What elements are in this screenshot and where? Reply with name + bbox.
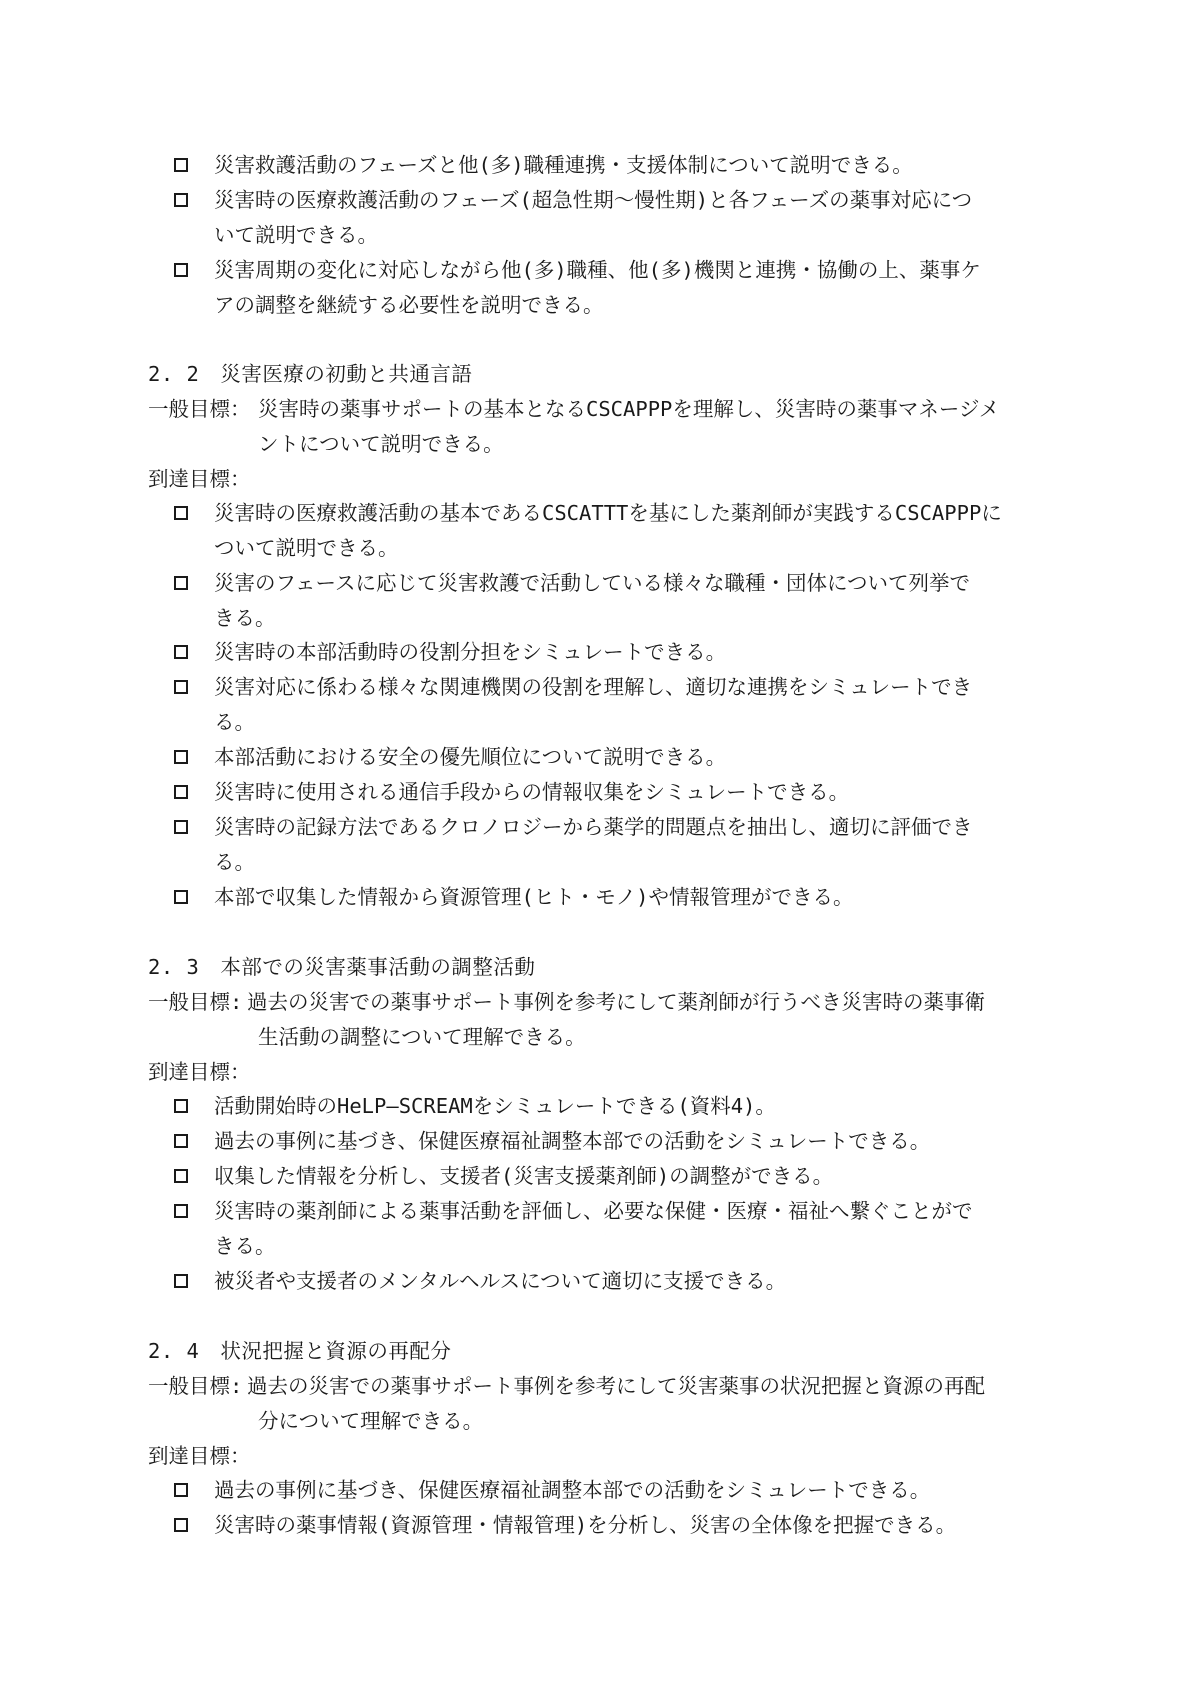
checkbox-icon[interactable] — [174, 1169, 188, 1183]
general-objective-line: 災害時の薬事サポートの基本となるCSCAPPPを理解し、災害時の薬事マネージメ — [258, 397, 1000, 421]
target-objective-label: 到達目標： — [148, 467, 251, 491]
item-line: る。 — [214, 710, 255, 734]
item-line: 災害救護活動のフェーズと他(多)職種連携・支援体制について説明できる。 — [214, 153, 913, 177]
item-line: 災害時の薬事情報(資源管理・情報管理)を分析し、災害の全体像を把握できる。 — [214, 1513, 957, 1537]
item-line: きる。 — [214, 606, 276, 630]
general-objective-line: 分について理解できる。 — [258, 1409, 484, 1433]
checkbox-icon[interactable] — [174, 645, 188, 659]
item-line: 災害周期の変化に対応しながら他(多)職種、他(多)機関と連携・協働の上、薬事ケ — [214, 258, 981, 282]
item-line: 活動開始時のHeLP―SCREAMをシミュレートできる(資料4)。 — [214, 1094, 776, 1118]
item-line: 災害時の本部活動時の役割分担をシミュレートできる。 — [214, 640, 727, 664]
item-line: 災害のフェースに応じて災害救護で活動している様々な職種・団体について列挙で — [214, 571, 971, 595]
item-line: 過去の事例に基づき、保健医療福祉調整本部での活動をシミュレートできる。 — [214, 1478, 931, 1502]
item-line: アの調整を継続する必要性を説明できる。 — [214, 293, 604, 317]
item-line: 被災者や支援者のメンタルヘルスについて適切に支援できる。 — [214, 1269, 787, 1293]
general-objective-line: 生活動の調整について理解できる。 — [258, 1025, 586, 1049]
item-line: 災害時の記録方法であるクロノロジーから薬学的問題点を抽出し、適切に評価でき — [214, 815, 973, 839]
general-objective-label: 一般目標： — [148, 397, 251, 421]
target-objective-label: 到達目標： — [148, 1060, 251, 1084]
general-objective-label: 一般目標: — [148, 1374, 243, 1398]
item-line: いて説明できる。 — [214, 223, 378, 247]
checkbox-icon[interactable] — [174, 680, 188, 694]
target-objective-label: 到達目標： — [148, 1444, 251, 1468]
item-line: 本部活動における安全の優先順位について説明できる。 — [214, 745, 727, 769]
item-line: 本部で収集した情報から資源管理(ヒト・モノ)や情報管理ができる。 — [214, 885, 854, 909]
general-objective-line: 過去の災害での薬事サポート事例を参考にして災害薬事の状況把握と資源の再配 — [247, 1374, 985, 1398]
checkbox-icon[interactable] — [174, 890, 188, 904]
item-line: 災害時の薬剤師による薬事活動を評価し、必要な保健・医療・福祉へ繋ぐことがで — [214, 1199, 973, 1223]
item-line: 過去の事例に基づき、保健医療福祉調整本部での活動をシミュレートできる。 — [214, 1129, 931, 1153]
checkbox-icon[interactable] — [174, 750, 188, 764]
item-line: 災害対応に係わる様々な関連機関の役割を理解し、適切な連携をシミュレートでき — [214, 675, 973, 699]
checkbox-icon[interactable] — [174, 1518, 188, 1532]
general-objective-label: 一般目標: — [148, 990, 243, 1014]
general-objective-line: ントについて説明できる。 — [258, 432, 504, 456]
general-objective-line: 過去の災害での薬事サポート事例を参考にして薬剤師が行うべき災害時の薬事衛 — [247, 990, 985, 1014]
item-line: きる。 — [214, 1234, 276, 1258]
item-line: る。 — [214, 850, 255, 874]
section-heading: 2. 4 状況把握と資源の再配分 — [148, 1339, 452, 1363]
checkbox-icon[interactable] — [174, 1274, 188, 1288]
checkbox-icon[interactable] — [174, 1204, 188, 1218]
checkbox-icon[interactable] — [174, 1483, 188, 1497]
checkbox-icon[interactable] — [174, 263, 188, 277]
checkbox-icon[interactable] — [174, 506, 188, 520]
checkbox-icon[interactable] — [174, 576, 188, 590]
item-line: ついて説明できる。 — [214, 536, 399, 560]
item-line: 収集した情報を分析し、支援者(災害支援薬剤師)の調整ができる。 — [214, 1164, 834, 1188]
checkbox-icon[interactable] — [174, 158, 188, 172]
item-line: 災害時の医療救護活動の基本であるCSCATTTを基にした薬剤師が実践するCSCAPPPに — [214, 501, 1002, 525]
checkbox-icon[interactable] — [174, 820, 188, 834]
section-heading: 2. 3 本部での災害薬事活動の調整活動 — [148, 955, 536, 979]
checkbox-icon[interactable] — [174, 193, 188, 207]
checkbox-icon[interactable] — [174, 1099, 188, 1113]
item-line: 災害時に使用される通信手段からの情報収集をシミュレートできる。 — [214, 780, 850, 804]
item-line: 災害時の医療救護活動のフェーズ(超急性期〜慢性期)と各フェーズの薬事対応につ — [214, 188, 973, 212]
checkbox-icon[interactable] — [174, 785, 188, 799]
section-heading: 2. 2 災害医療の初動と共通言語 — [148, 362, 473, 386]
checkbox-icon[interactable] — [174, 1134, 188, 1148]
